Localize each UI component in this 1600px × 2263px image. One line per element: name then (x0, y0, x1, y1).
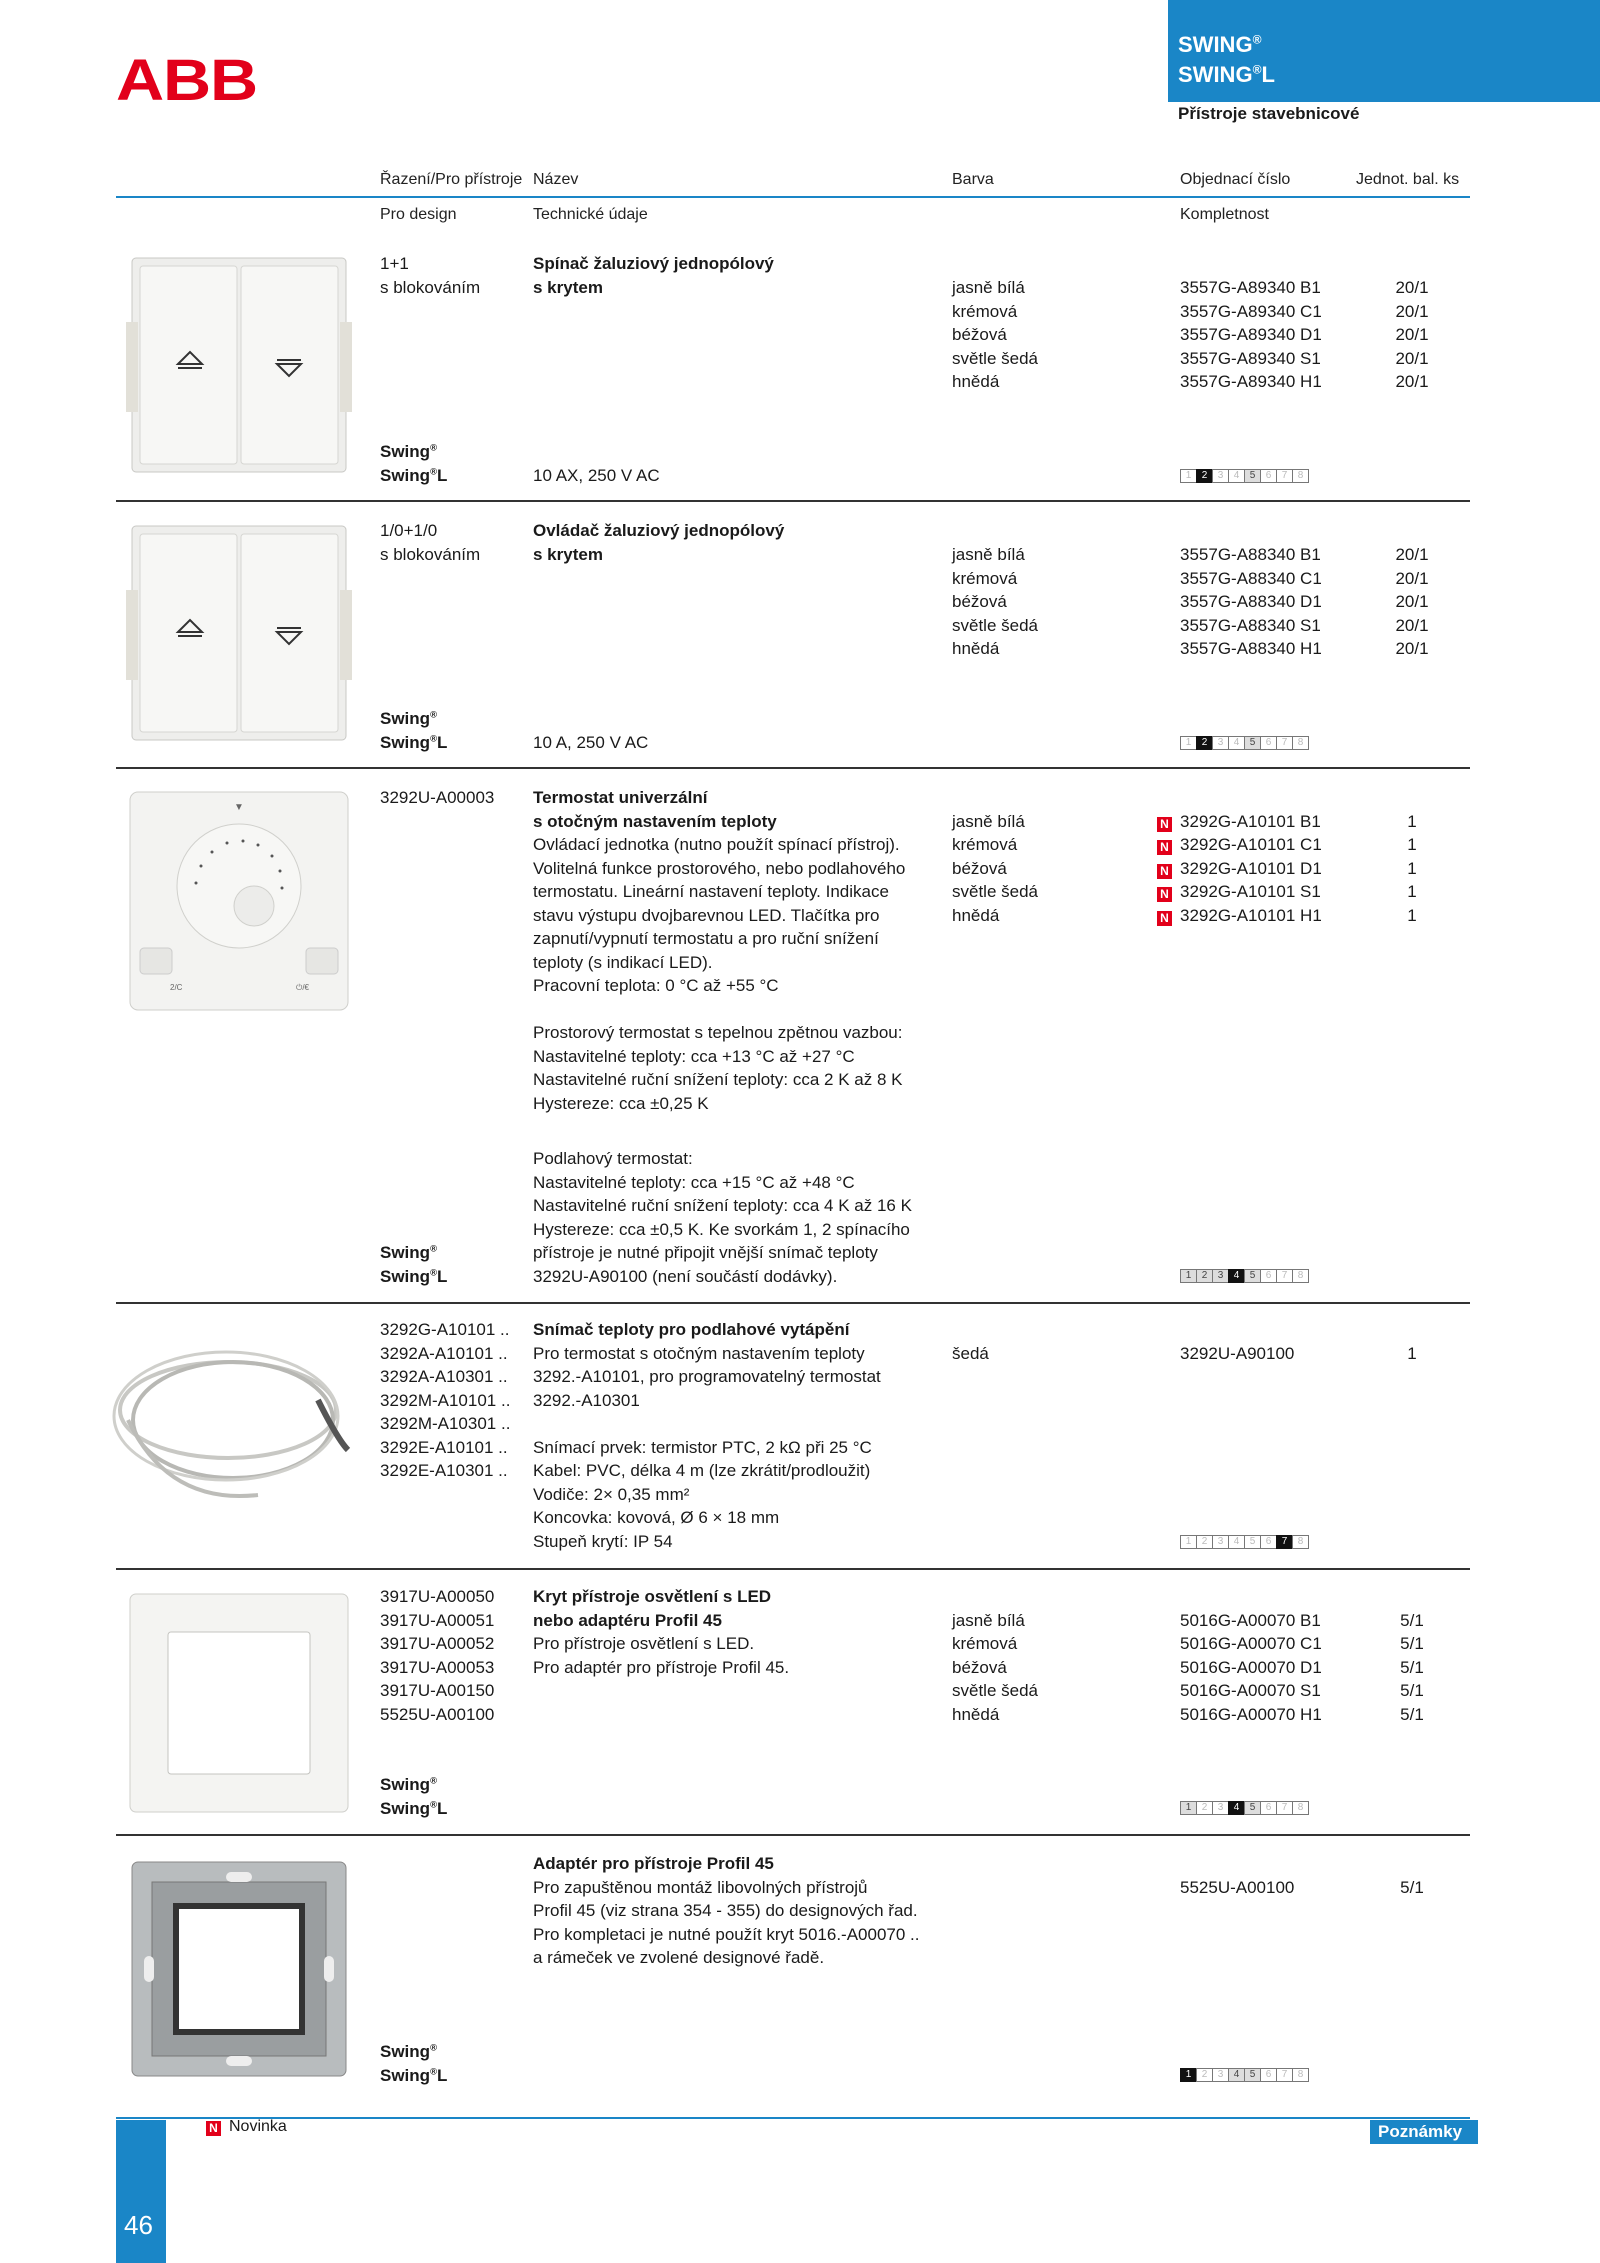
p2-spec: 10 A, 250 V AC (533, 733, 649, 752)
footer-rule (116, 2117, 1470, 2119)
p3-order-4: 3292G-A10101 S1 (1180, 882, 1321, 901)
scale-cell: 2 (1196, 2068, 1213, 2082)
p5-swing: Swing® (380, 1775, 437, 1794)
p1-title-2: s krytem (533, 278, 603, 297)
p3-desc-6: teploty (s indikací LED). (533, 953, 713, 972)
p6-desc-4: a rámeček ve zvolené designové řadě. (533, 1948, 825, 1967)
scale-cell: 1 (1180, 469, 1197, 483)
p4-desc-3: 3292.-A10301 (533, 1391, 640, 1410)
series-title-1: SWING® (1178, 32, 1262, 57)
scale-cell: 2 (1196, 469, 1213, 483)
p1-swing: Swing® (380, 442, 437, 461)
p4-design-2: 3292A-A10101 .. (380, 1344, 508, 1363)
scale-cell: 3 (1212, 1269, 1229, 1283)
p1-design-1: 1+1 (380, 254, 409, 273)
scale-cell: 6 (1260, 1269, 1277, 1283)
p1-order-5: 3557G-A89340 H1 (1180, 372, 1322, 391)
p4-desc-5: Snímací prvek: termistor PTC, 2 kΩ při 25 °C (533, 1438, 872, 1457)
p3-desc-1: Ovládací jednotka (nutno použít spínací přístroj). (533, 835, 900, 854)
p3-desc-11: Nastavitelné ruční snížení teploty: cca 2 K až 8 K (533, 1070, 903, 1089)
p3-swing-l: Swing®L (380, 1267, 448, 1286)
p3-design-1: 3292U-A00003 (380, 788, 495, 807)
scale-cell: 7 (1276, 2068, 1293, 2082)
p3-desc-10: Nastavitelné teploty: cca +13 °C až +27 °C (533, 1047, 855, 1066)
p5-design-5: 3917U-A00150 (380, 1681, 495, 1700)
svg-text:2/C: 2/C (170, 983, 183, 992)
scale-cell: 8 (1292, 2068, 1309, 2082)
product-image-floor-sensor (108, 1330, 358, 1525)
scale-cell: 5 (1244, 1801, 1261, 1815)
p4-desc-2: 3292.-A10101, pro programovatelný termostat (533, 1367, 881, 1386)
p2-pack-2: 20/1 (1395, 569, 1429, 588)
p1-spec: 10 AX, 250 V AC (533, 466, 660, 485)
p1-pack-3: 20/1 (1395, 325, 1429, 344)
p5-completeness-scale (1180, 1801, 1308, 1815)
p1-order-1: 3557G-A89340 B1 (1180, 278, 1321, 297)
p6-swing-l: Swing®L (380, 2066, 448, 2085)
p2-design-2: s blokováním (380, 545, 481, 564)
p2-swing: Swing® (380, 709, 437, 728)
scale-cell: 4 (1228, 2068, 1245, 2082)
p3-title-1: Termostat univerzální (533, 788, 708, 807)
p5-color-1: jasně bílá (952, 1611, 1025, 1630)
scale-cell: 6 (1260, 469, 1277, 483)
series-banner (1168, 0, 1600, 102)
p4-design-5: 3292M-A10301 .. (380, 1414, 511, 1433)
scale-cell: 6 (1260, 2068, 1277, 2082)
p6-completeness-scale (1180, 2068, 1308, 2082)
page-subtitle: Přístroje stavebnicové (1178, 104, 1360, 123)
p5-color-3: béžová (952, 1658, 1007, 1677)
scale-cell: 3 (1212, 1801, 1229, 1815)
p4-design-6: 3292E-A10101 .. (380, 1438, 508, 1457)
p1-title-1: Spínač žaluziový jednopólový (533, 254, 774, 273)
p6-order-1: 5525U-A00100 (1180, 1878, 1295, 1897)
p1-order-4: 3557G-A89340 S1 (1180, 349, 1321, 368)
p3-desc-20: 3292U-A90100 (není součástí dodávky). (533, 1267, 838, 1286)
p3-color-3: béžová (952, 859, 1007, 878)
scale-cell: 2 (1196, 1801, 1213, 1815)
p3-color-5: hnědá (952, 906, 1000, 925)
p3-order-1: 3292G-A10101 B1 (1180, 812, 1321, 831)
p2-color-1: jasně bílá (952, 545, 1025, 564)
p3-color-4: světle šedá (952, 882, 1038, 901)
p5-title-2: nebo adaptéru Profil 45 (533, 1611, 722, 1630)
p1-design-2: s blokováním (380, 278, 481, 297)
product-image-led-cover (126, 1590, 352, 1821)
p5-pack-2: 5/1 (1400, 1634, 1424, 1653)
p4-pack-1: 1 (1407, 1344, 1417, 1363)
product-image-blind-switch (126, 252, 352, 483)
p3-desc-4: stavu výstupu dvojbarevnou LED. Tlačítka pro (533, 906, 880, 925)
p1-color-4: světle šedá (952, 349, 1038, 368)
p2-color-5: hnědá (952, 639, 1000, 658)
scale-cell: 4 (1228, 469, 1245, 483)
p5-design-1: 3917U-A00050 (380, 1587, 495, 1606)
scale-cell: 3 (1212, 2068, 1229, 2082)
p5-design-2: 3917U-A00051 (380, 1611, 495, 1630)
scale-cell: 7 (1276, 469, 1293, 483)
scale-cell: 8 (1292, 1269, 1309, 1283)
p5-order-1: 5016G-A00070 B1 (1180, 1611, 1321, 1630)
new-badge-icon: N (206, 2121, 221, 2136)
p4-title-1: Snímač teploty pro podlahové vytápění (533, 1320, 850, 1339)
p5-color-2: krémová (952, 1634, 1018, 1653)
p4-color-1: šedá (952, 1344, 989, 1363)
p5-desc-2: Pro adaptér pro přístroje Profil 45. (533, 1658, 790, 1677)
p6-desc-2: Profil 45 (viz strana 354 - 355) do designových řad. (533, 1901, 918, 1920)
p4-divider (116, 1568, 1470, 1570)
p6-swing: Swing® (380, 2042, 437, 2061)
p5-design-6: 5525U-A00100 (380, 1705, 495, 1724)
p3-order-5: 3292G-A10101 H1 (1180, 906, 1322, 925)
p3-swing: Swing® (380, 1243, 437, 1262)
p1-pack-2: 20/1 (1395, 302, 1429, 321)
p3-order-3: 3292G-A10101 D1 (1180, 859, 1322, 878)
notes-label: Poznámky (1370, 2120, 1478, 2144)
p1-pack-1: 20/1 (1395, 278, 1429, 297)
p4-design-1: 3292G-A10101 .. (380, 1320, 510, 1339)
p5-design-3: 3917U-A00052 (380, 1634, 495, 1653)
scale-cell: 1 (1180, 1535, 1197, 1549)
p4-desc-9: Stupeň krytí: IP 54 (533, 1532, 673, 1551)
scale-cell: 5 (1244, 469, 1261, 483)
p3-pack-5: 1 (1407, 906, 1417, 925)
p2-color-3: béžová (952, 592, 1007, 611)
p3-divider (116, 1302, 1470, 1304)
svg-text:⏻/€: ⏻/€ (296, 983, 309, 992)
svg-text:▼: ▼ (234, 802, 244, 813)
p3-desc-5: zapnutí/vypnutí termostatu a pro ruční snížení (533, 929, 879, 948)
p4-design-7: 3292E-A10301 .. (380, 1461, 508, 1480)
scale-cell: 1 (1180, 1801, 1197, 1815)
page-number: 46 (124, 2210, 153, 2240)
scale-cell: 4 (1228, 1269, 1245, 1283)
scale-cell: 8 (1292, 736, 1309, 750)
p3-desc-12: Hystereze: cca ±0,25 K (533, 1094, 709, 1113)
header-design: Řazení/Pro přístroje (380, 171, 523, 188)
p3-desc-17: Nastavitelné ruční snížení teploty: cca 4 K až 16 K (533, 1196, 912, 1215)
p4-completeness-scale (1180, 1535, 1308, 1549)
p4-design-4: 3292M-A10101 .. (380, 1391, 511, 1410)
p2-swing-l: Swing®L (380, 733, 448, 752)
scale-cell: 4 (1228, 1801, 1245, 1815)
p1-color-5: hnědá (952, 372, 1000, 391)
p2-completeness-scale (1180, 736, 1308, 750)
scale-cell: 1 (1180, 736, 1197, 750)
p2-order-1: 3557G-A88340 B1 (1180, 545, 1321, 564)
p3-new-badge-2: N (1157, 833, 1180, 857)
p5-pack-5: 5/1 (1400, 1705, 1424, 1724)
p4-desc-1: Pro termostat s otočným nastavením teploty (533, 1344, 865, 1363)
product-image-blind-pushbutton (126, 520, 352, 751)
p4-desc-6: Kabel: PVC, délka 4 m (lze zkrátit/prodloužit) (533, 1461, 871, 1480)
p5-color-4: světle šedá (952, 1681, 1038, 1700)
p1-pack-5: 20/1 (1395, 372, 1429, 391)
scale-cell: 4 (1228, 1535, 1245, 1549)
scale-cell: 7 (1276, 1801, 1293, 1815)
p5-title-1: Kryt přístroje osvětlení s LED (533, 1587, 772, 1606)
header-name: Název (533, 171, 579, 188)
p4-desc-8: Koncovka: kovová, Ø 6 × 18 mm (533, 1508, 780, 1527)
scale-cell: 3 (1212, 469, 1229, 483)
p1-divider (116, 500, 1470, 502)
p1-color-3: béžová (952, 325, 1007, 344)
p3-pack-1: 1 (1407, 812, 1417, 831)
p2-color-2: krémová (952, 569, 1018, 588)
scale-cell: 7 (1276, 1269, 1293, 1283)
p3-new-badge-1: N (1157, 810, 1180, 834)
p3-new-badge-3: N (1157, 857, 1180, 881)
p3-desc-7: Pracovní teplota: 0 °C až +55 °C (533, 976, 779, 995)
scale-cell: 6 (1260, 736, 1277, 750)
p5-desc-1: Pro přístroje osvětlení s LED. (533, 1634, 755, 1653)
abb-logo: ABB (116, 48, 258, 113)
p3-title-2: s otočným nastavením teploty (533, 812, 777, 831)
p4-design-3: 3292A-A10301 .. (380, 1367, 508, 1386)
p1-order-2: 3557G-A89340 C1 (1180, 302, 1322, 321)
p1-pack-4: 20/1 (1395, 349, 1429, 368)
p3-desc-15: Podlahový termostat: (533, 1149, 693, 1168)
p2-pack-3: 20/1 (1395, 592, 1429, 611)
scale-cell: 7 (1276, 1535, 1293, 1549)
scale-cell: 1 (1180, 2068, 1197, 2082)
p2-color-4: světle šedá (952, 616, 1038, 635)
scale-cell: 5 (1244, 1269, 1261, 1283)
scale-cell: 4 (1228, 736, 1245, 750)
p2-order-3: 3557G-A88340 D1 (1180, 592, 1322, 611)
p3-completeness-scale (1180, 1269, 1308, 1283)
scale-cell: 6 (1260, 1535, 1277, 1549)
p5-order-3: 5016G-A00070 D1 (1180, 1658, 1322, 1677)
p5-order-5: 5016G-A00070 H1 (1180, 1705, 1322, 1724)
series-title-2: SWING®L (1178, 62, 1275, 87)
p5-divider (116, 1834, 1470, 1836)
scale-cell: 3 (1212, 1535, 1229, 1549)
scale-cell: 8 (1292, 469, 1309, 483)
header-rule (116, 196, 1470, 198)
scale-cell: 5 (1244, 1535, 1261, 1549)
p5-pack-4: 5/1 (1400, 1681, 1424, 1700)
p6-desc-1: Pro zapuštěnou montáž libovolných přístrojů (533, 1878, 868, 1897)
p2-design-1: 1/0+1/0 (380, 521, 438, 540)
scale-cell: 5 (1244, 736, 1261, 750)
p3-desc-18: Hystereze: cca ±0,5 K. Ke svorkám 1, 2 spínacího (533, 1220, 910, 1239)
p3-desc-2: Volitelná funkce prostorového, nebo podlahového (533, 859, 906, 878)
p4-order-1: 3292U-A90100 (1180, 1344, 1295, 1363)
p5-order-2: 5016G-A00070 C1 (1180, 1634, 1322, 1653)
scale-cell: 2 (1196, 1269, 1213, 1283)
p1-swing-l: Swing®L (380, 466, 448, 485)
scale-cell: 3 (1212, 736, 1229, 750)
p5-pack-1: 5/1 (1400, 1611, 1424, 1630)
product-image-profil45-adapter (126, 1856, 352, 2087)
scale-cell: 6 (1260, 1801, 1277, 1815)
scale-cell: 5 (1244, 2068, 1261, 2082)
header-color: Barva (952, 171, 994, 188)
page-tab (116, 2120, 166, 2263)
header-completeness: Kompletnost (1180, 206, 1269, 223)
header-pack: Jednot. bal. ks (1356, 171, 1460, 188)
p2-pack-4: 20/1 (1395, 616, 1429, 635)
p5-color-5: hnědá (952, 1705, 1000, 1724)
p3-pack-4: 1 (1407, 882, 1417, 901)
p2-title-1: Ovládač žaluziový jednopólový (533, 521, 785, 540)
p2-order-4: 3557G-A88340 S1 (1180, 616, 1321, 635)
p3-color-2: krémová (952, 835, 1018, 854)
product-image-thermostat (126, 788, 352, 1019)
p3-pack-3: 1 (1407, 859, 1417, 878)
p3-color-1: jasně bílá (952, 812, 1025, 831)
p3-order-2: 3292G-A10101 C1 (1180, 835, 1322, 854)
p2-divider (116, 767, 1470, 769)
p3-new-badge-4: N (1157, 880, 1180, 904)
scale-cell: 8 (1292, 1801, 1309, 1815)
p1-color-1: jasně bílá (952, 278, 1025, 297)
p2-title-2: s krytem (533, 545, 603, 564)
p6-title-1: Adaptér pro přístroje Profil 45 (533, 1854, 774, 1873)
p6-pack-1: 5/1 (1400, 1878, 1424, 1897)
p2-order-5: 3557G-A88340 H1 (1180, 639, 1322, 658)
p3-pack-2: 1 (1407, 835, 1417, 854)
scale-cell: 2 (1196, 736, 1213, 750)
p2-pack-5: 20/1 (1395, 639, 1429, 658)
header-specs: Technické údaje (533, 206, 648, 223)
p2-pack-1: 20/1 (1395, 545, 1429, 564)
legend-new: N Novinka (206, 2118, 287, 2136)
p5-design-4: 3917U-A00053 (380, 1658, 495, 1677)
p3-desc-19: přístroje je nutné připojit vnější snímač teploty (533, 1243, 878, 1262)
p4-desc-7: Vodiče: 2× 0,35 mm² (533, 1485, 690, 1504)
scale-cell: 1 (1180, 1269, 1197, 1283)
p2-order-2: 3557G-A88340 C1 (1180, 569, 1322, 588)
header-design-2: Pro design (380, 206, 457, 223)
p1-completeness-scale (1180, 469, 1308, 483)
scale-cell: 2 (1196, 1535, 1213, 1549)
p5-swing-l: Swing®L (380, 1799, 448, 1818)
p3-new-badge-5: N (1157, 904, 1180, 928)
scale-cell: 7 (1276, 736, 1293, 750)
p5-pack-3: 5/1 (1400, 1658, 1424, 1677)
scale-cell: 8 (1292, 1535, 1309, 1549)
header-order: Objednací číslo (1180, 171, 1291, 188)
p1-order-3: 3557G-A89340 D1 (1180, 325, 1322, 344)
p1-color-2: krémová (952, 302, 1018, 321)
p3-desc-16: Nastavitelné teploty: cca +15 °C až +48 °C (533, 1173, 855, 1192)
p6-desc-3: Pro kompletaci je nutné použít kryt 5016.-A00070 .. (533, 1925, 920, 1944)
p3-desc-9: Prostorový termostat s tepelnou zpětnou vazbou: (533, 1023, 903, 1042)
p5-order-4: 5016G-A00070 S1 (1180, 1681, 1321, 1700)
p3-desc-3: termostatu. Lineární nastavení teploty. Indikace (533, 882, 889, 901)
